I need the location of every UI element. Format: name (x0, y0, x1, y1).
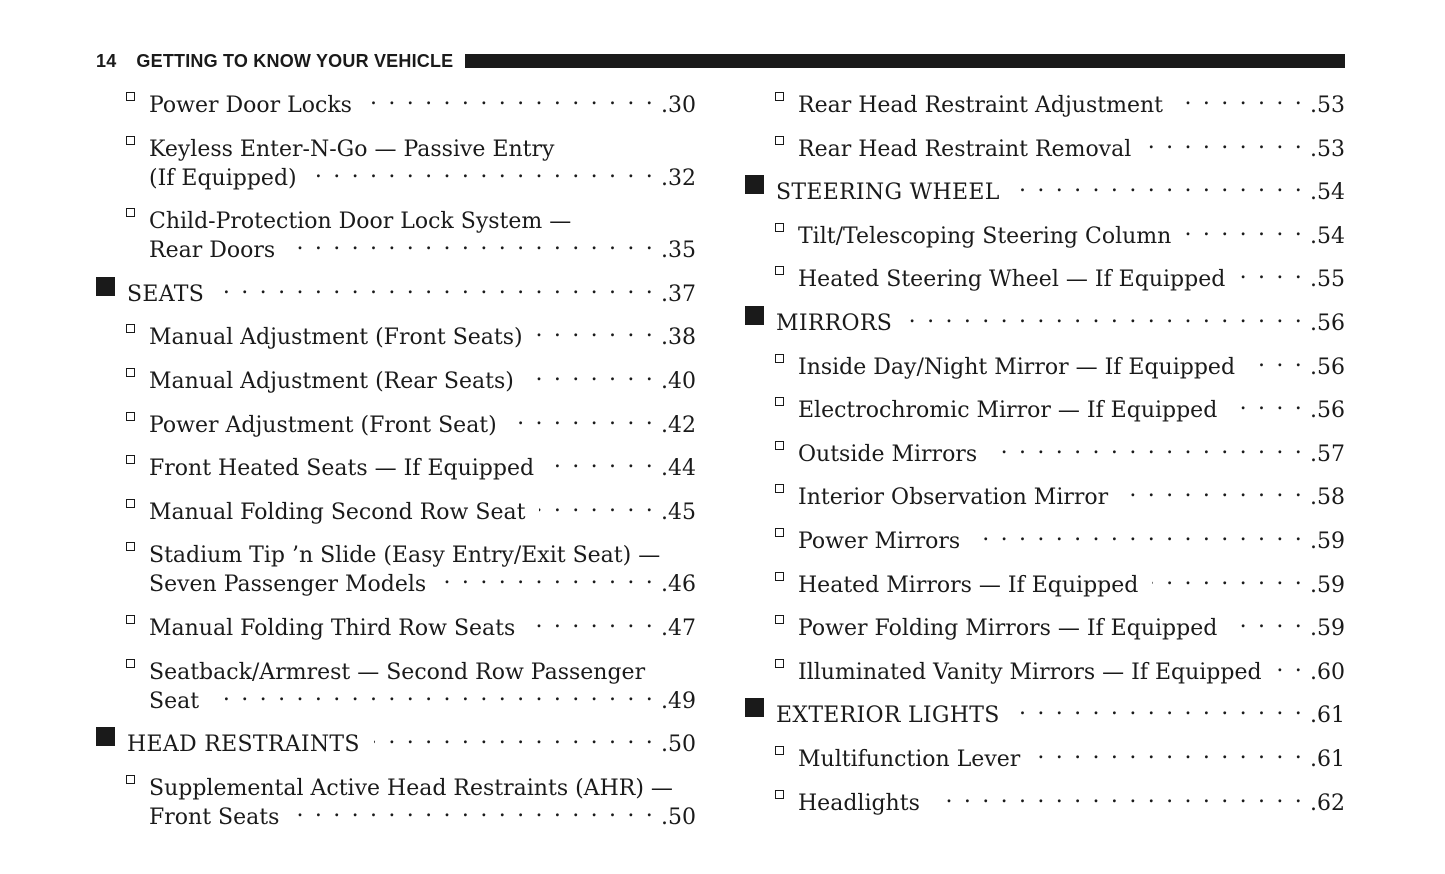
dot-leader (537, 315, 655, 344)
page-number: 14 (96, 50, 117, 71)
dot-leader (528, 359, 655, 388)
item-bullet-icon (126, 499, 135, 508)
section-bullet-icon (96, 727, 115, 746)
entry-marker (745, 475, 798, 504)
item-bullet-icon (126, 208, 135, 217)
entry-marker (96, 606, 149, 635)
dot-leader (906, 301, 1304, 330)
entry-title: Interior Observation Mirror (798, 485, 1109, 511)
entry-title: Manual Adjustment (Rear Seats) (149, 369, 514, 394)
dot-leader (1177, 83, 1304, 112)
item-bullet-icon (126, 368, 135, 377)
entry-marker (745, 737, 798, 766)
item-bullet-icon (775, 397, 784, 406)
dot-leader (934, 781, 1304, 810)
entry-page-number: .58 (1310, 485, 1345, 511)
dot-leader (218, 272, 655, 301)
toc-section-entry[interactable] (745, 301, 1345, 336)
toc-entry[interactable] (745, 214, 1345, 249)
item-bullet-icon (126, 136, 135, 145)
toc-section-entry[interactable] (96, 272, 696, 307)
entry-page-number: .37 (661, 281, 696, 307)
entry-marker (745, 83, 798, 112)
item-bullet-icon (775, 223, 784, 232)
section-bullet-icon (745, 698, 764, 717)
entry-title: Multifunction Lever (798, 747, 1021, 772)
toc-entry[interactable] (745, 83, 1345, 118)
entry-marker (745, 214, 798, 243)
entry-page-number: .38 (661, 325, 696, 351)
entry-title: SEATS (127, 281, 205, 307)
entry-title: Heated Steering Wheel — If Equipped (798, 267, 1226, 293)
entry-page-number: .59 (1310, 529, 1345, 554)
entry-page-number: .50 (661, 804, 696, 830)
entry-title: Power Door Locks (149, 93, 352, 118)
item-bullet-icon (775, 572, 784, 581)
entry-page-number: .49 (661, 688, 696, 714)
toc-entry[interactable] (96, 127, 696, 191)
item-bullet-icon (775, 659, 784, 668)
item-bullet-icon (775, 441, 784, 450)
dot-leader (1231, 606, 1304, 635)
entry-marker (745, 563, 798, 592)
dot-leader (974, 519, 1304, 548)
entry-marker (96, 446, 149, 475)
entry-title: Keyless Enter-N-Go — Passive Entry (149, 136, 555, 162)
dot-leader (440, 562, 655, 591)
toc-entry[interactable] (96, 766, 696, 830)
dot-leader (289, 228, 655, 257)
dot-leader (1239, 257, 1304, 286)
toc-entry[interactable] (96, 446, 696, 482)
entry-marker (96, 795, 149, 824)
entry-title: Illuminated Vanity Mirrors — If Equipped (798, 659, 1262, 685)
dot-leader (293, 795, 655, 824)
toc-entry[interactable] (745, 606, 1345, 642)
toc-entry[interactable] (96, 315, 696, 351)
entry-title: Front Seats (149, 804, 280, 830)
toc-entry[interactable] (96, 403, 696, 438)
toc-entry[interactable] (96, 83, 696, 118)
entry-page-number: .42 (661, 412, 696, 438)
item-bullet-icon (775, 790, 784, 799)
item-bullet-icon (775, 136, 784, 145)
toc-entry[interactable] (96, 490, 696, 525)
toc-section-entry[interactable] (745, 693, 1345, 729)
entry-page-number: .53 (1310, 93, 1345, 118)
entry-title: STEERING WHEEL (776, 180, 1000, 206)
entry-marker (96, 403, 149, 432)
toc-entry[interactable] (745, 519, 1345, 554)
dot-leader (1014, 693, 1304, 722)
entry-marker (745, 170, 776, 199)
item-bullet-icon (775, 615, 784, 624)
entry-marker (96, 83, 149, 112)
entry-title: Electrochromic Mirror — If Equipped (798, 398, 1218, 424)
entry-title: MIRRORS (776, 311, 893, 336)
toc-entry[interactable] (745, 388, 1345, 424)
chapter-title: GETTING TO KNOW YOUR VEHICLE (136, 50, 454, 71)
entry-marker (745, 257, 798, 286)
toc-entry[interactable] (745, 127, 1345, 162)
entry-title: Power Mirrors (798, 529, 961, 554)
entry-marker (745, 301, 776, 330)
entry-title: Tilt/Telescoping Steering Column (798, 223, 1172, 249)
entry-title: Rear Head Restraint Removal (798, 136, 1132, 162)
dot-leader (366, 83, 655, 112)
entry-title: (If Equipped) (149, 165, 297, 191)
item-bullet-icon (126, 615, 135, 624)
item-bullet-icon (775, 354, 784, 363)
entry-page-number: .50 (661, 732, 696, 758)
toc-entry[interactable] (96, 359, 696, 394)
dot-leader (1014, 170, 1304, 199)
item-bullet-icon (775, 484, 784, 493)
toc-entry[interactable] (745, 781, 1345, 816)
entry-title: Child-Protection Door Lock System — (149, 209, 572, 235)
item-bullet-icon (775, 266, 784, 275)
dot-leader (1034, 737, 1304, 766)
entry-marker (745, 345, 798, 374)
section-bullet-icon (745, 306, 764, 325)
entry-title: Headlights (798, 790, 920, 816)
dot-leader (1185, 214, 1304, 243)
entry-page-number: .61 (1310, 747, 1345, 772)
item-bullet-icon (126, 324, 135, 333)
entry-page-number: .30 (661, 93, 696, 118)
entry-page-number: .53 (1310, 136, 1345, 162)
entry-marker (96, 533, 149, 562)
entry-marker (745, 388, 798, 417)
entry-page-number: .47 (661, 616, 696, 641)
dot-leader (311, 156, 655, 185)
item-bullet-icon (126, 775, 135, 784)
entry-page-number: .44 (661, 456, 696, 482)
entry-marker (96, 315, 149, 344)
entry-title: Seven Passenger Models (149, 572, 427, 598)
section-bullet-icon (745, 175, 764, 194)
dot-leader (511, 403, 655, 432)
toc-entry[interactable] (96, 650, 696, 714)
entry-page-number: .57 (1310, 441, 1345, 467)
item-bullet-icon (126, 412, 135, 421)
item-bullet-icon (775, 746, 784, 755)
entry-marker (745, 650, 798, 679)
section-bullet-icon (96, 277, 115, 296)
entry-page-number: .55 (1310, 267, 1345, 293)
dot-leader (1145, 127, 1304, 156)
entry-page-number: .32 (661, 165, 696, 191)
entry-page-number: .45 (661, 499, 696, 525)
entry-marker (96, 490, 149, 519)
entry-page-number: .56 (1310, 311, 1345, 336)
toc-entry[interactable] (96, 533, 696, 598)
entry-title: Seatback/Armrest — Second Row Passenger (149, 659, 646, 685)
toc-entry[interactable] (745, 345, 1345, 380)
toc-section-entry[interactable] (96, 722, 696, 758)
entry-page-number: .59 (1310, 572, 1345, 598)
item-bullet-icon (126, 659, 135, 668)
entry-marker (96, 228, 149, 257)
entry-title: Power Adjustment (Front Seat) (149, 412, 497, 438)
entry-marker (96, 766, 149, 795)
dot-leader (1231, 388, 1304, 417)
dot-leader (1276, 650, 1304, 679)
entry-marker (96, 562, 149, 591)
item-bullet-icon (126, 92, 135, 101)
entry-title: Manual Adjustment (Front Seats) (149, 325, 523, 351)
entry-marker (745, 781, 798, 810)
entry-title: Seat (149, 688, 200, 714)
entry-marker (745, 432, 798, 461)
entry-title: EXTERIOR LIGHTS (776, 703, 1000, 729)
toc-entry[interactable] (96, 606, 696, 641)
entry-marker (745, 519, 798, 548)
entry-page-number: .61 (1310, 703, 1345, 729)
toc-entry[interactable] (745, 475, 1345, 511)
entry-page-number: .54 (1310, 180, 1345, 206)
toc-entry[interactable] (745, 737, 1345, 772)
toc-entry[interactable] (745, 432, 1345, 467)
entry-title: Rear Head Restraint Adjustment (798, 93, 1163, 118)
entry-marker (96, 156, 149, 185)
entry-title: Manual Folding Second Row Seat (149, 499, 526, 525)
dot-leader (374, 722, 655, 751)
entry-page-number: .56 (1310, 354, 1345, 380)
entry-title: Rear Doors (149, 238, 276, 264)
dot-leader (529, 606, 655, 635)
entry-title: Power Folding Mirrors — If Equipped (798, 616, 1218, 642)
entry-page-number: .54 (1310, 223, 1345, 249)
entry-page-number: .62 (1310, 790, 1345, 816)
entry-page-number: .46 (661, 572, 696, 598)
dot-leader (991, 432, 1304, 461)
item-bullet-icon (775, 92, 784, 101)
entry-title: Stadium Tip ’n Slide (Easy Entry/Exit Seat) — (149, 543, 661, 569)
entry-marker (96, 722, 127, 751)
toc-entry[interactable] (745, 650, 1345, 685)
entry-marker (745, 693, 776, 722)
entry-marker (96, 650, 149, 679)
dot-leader (1122, 475, 1304, 504)
item-bullet-icon (775, 528, 784, 537)
header-rule (465, 54, 1345, 68)
toc-section-entry[interactable] (745, 170, 1345, 206)
entry-page-number: .59 (1310, 616, 1345, 642)
entry-page-number: .56 (1310, 398, 1345, 424)
entry-title: Manual Folding Third Row Seats (149, 616, 516, 641)
item-bullet-icon (126, 542, 135, 551)
entry-title: HEAD RESTRAINTS (127, 732, 360, 758)
entry-title: Heated Mirrors — If Equipped (798, 572, 1139, 598)
dot-leader (1249, 345, 1304, 374)
entry-title: Outside Mirrors (798, 441, 978, 467)
entry-marker (96, 127, 149, 156)
entry-title: Supplemental Active Head Restraints (AHR) — (149, 775, 673, 801)
dot-leader (539, 490, 655, 519)
entry-marker (745, 606, 798, 635)
entry-title: Front Heated Seats — If Equipped (149, 456, 535, 482)
dot-leader (213, 679, 655, 708)
toc-entry[interactable] (96, 199, 696, 264)
entry-marker (96, 679, 149, 708)
entry-marker (96, 272, 127, 301)
dot-leader (548, 446, 655, 475)
entry-page-number: .35 (661, 238, 696, 264)
entry-page-number: .60 (1310, 659, 1345, 685)
entry-marker (96, 359, 149, 388)
toc-entry[interactable] (745, 257, 1345, 293)
entry-title: Inside Day/Night Mirror — If Equipped (798, 354, 1236, 380)
dot-leader (1152, 563, 1304, 592)
entry-marker (745, 127, 798, 156)
item-bullet-icon (126, 455, 135, 464)
entry-marker (96, 199, 149, 228)
page-header (96, 49, 1345, 73)
entry-page-number: .40 (661, 369, 696, 394)
toc-entry[interactable] (745, 563, 1345, 598)
